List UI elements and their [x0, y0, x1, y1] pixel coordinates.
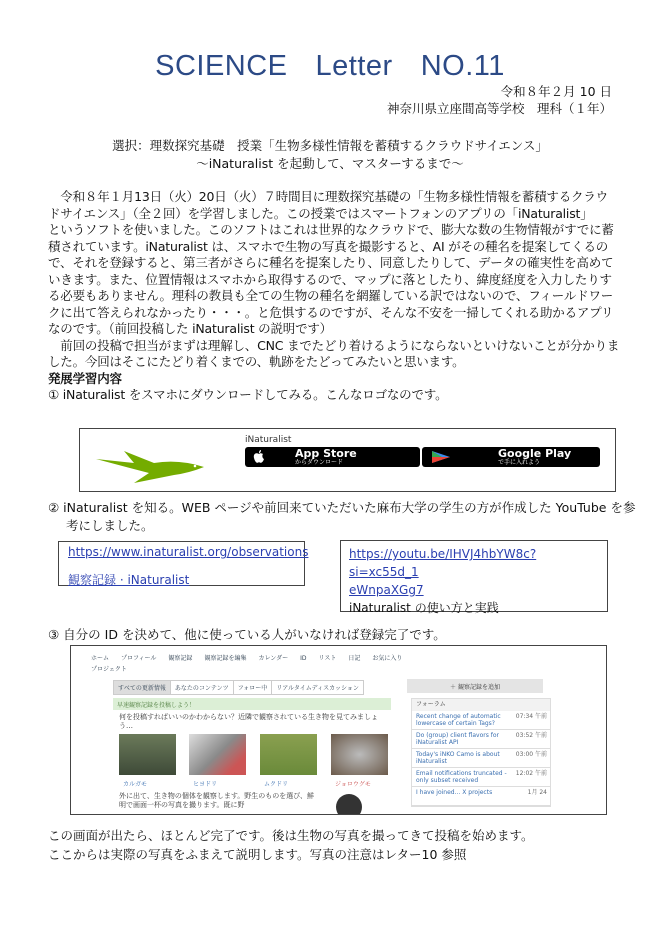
species-caption: ジョロウグモ	[335, 781, 371, 788]
issue-date: 令和８年２月 10 日	[500, 84, 612, 99]
body-line: というソフトを使いました。このソフトはこれは世界的なクラウドで、膨大な数の生物情報がすでに蓄	[48, 222, 614, 237]
school-name: 神奈川県立座間高等学校 理科（１年）	[386, 101, 612, 116]
nav-observations: 観察記録	[168, 655, 193, 662]
tab-yours: あなたのコンテンツ	[170, 680, 234, 695]
tab-discussion: リアルタイムディスカッション	[271, 680, 364, 695]
nav-edit: 観察記録を編集	[204, 655, 247, 662]
lesson-subtitle: ～iNaturalist を起動して、マスターするまで～	[196, 156, 464, 171]
forum-item: Today's iNKO Camo is about iNaturalist 03:00 午前	[412, 749, 550, 768]
app-download-box	[79, 428, 616, 492]
forum-item: Email notifications truncated - only subset received 12:02 午前	[412, 768, 550, 787]
lesson-title: 選択：理数探究基礎 授業「生物多様性情報を蓄積するクラウドサイエンス」	[112, 138, 548, 153]
body-line: る必要もありません。理科の教員も全ての生物の種名を網羅している訳ではないので、フィールドワー	[48, 288, 614, 303]
screenshot-question: 何を投稿すればいいのかわからない？近隣で観察されている生き物を見てみましょう…	[119, 713, 378, 730]
forum-item: Do (group) client flavors for iNaturalist API 03:52 午前	[412, 730, 550, 749]
closing-text	[48, 826, 534, 864]
youtube-caption: iNaturalist の使い方と実践	[349, 601, 499, 615]
forum-title: フォーラム	[412, 699, 550, 711]
tab-following: フォロー中	[233, 680, 273, 695]
body-line: 令和８年１月13日（火）20日（火）７時間目に理数探究基礎の「生物多様性情報を蓄積するクラウ	[48, 189, 608, 204]
nav-home: ホーム	[91, 655, 110, 662]
step-3: ③ 自分の ID を決めて、他に使っている人がいなければ登録完了です。	[48, 627, 446, 642]
body-line: 積されています。iNaturalist は、スマホで生物の写真を撮影すると、AI がその種名を提案してくるの	[48, 238, 609, 254]
nav-projects: プロジェクト	[91, 666, 127, 673]
species-photo	[260, 734, 317, 775]
nav-favorites: お気に入り	[372, 655, 403, 662]
species-caption: カルガモ	[123, 781, 148, 788]
forum-item: I have joined... X projects 1月 24	[412, 787, 550, 806]
body-line: クに出て答えられなかったり・・・。と危惧するのですが、そんな不安を一掃してくれる助かるアプリ	[48, 304, 614, 320]
google-play-button[interactable]: Google Play で手に入れよう	[422, 447, 600, 467]
nav-id: ID	[300, 655, 307, 662]
species-photo	[189, 734, 246, 775]
step-2-line: ② iNaturalist を知る。WEB ページや前回来ていただいた麻布大学の学生の方が作成した YouTube を参	[48, 500, 636, 515]
screenshot-banner: 早速観察記録を投稿しよう！	[113, 698, 391, 710]
website-link-box	[58, 541, 309, 587]
species-caption: ムクドリ	[264, 781, 289, 788]
tab-all: すべての更新情報	[113, 680, 171, 695]
species-photo	[331, 734, 388, 775]
nav-journal: 日記	[348, 655, 361, 662]
body-line: いきます。また、位置情報はスマホから取得するので、マップに落としたり、緯度経度を入力したりす	[48, 271, 612, 287]
app-store-button[interactable]: App Store からダウンロード	[245, 447, 420, 467]
inaturalist-url-link[interactable]: https://www.inaturalist.org/observations	[68, 545, 309, 559]
body-line: で、それを登録すると、第三者がさらに種名を提案したり、同意したりして、データの確実性を高めて	[48, 255, 614, 270]
species-caption: ヒヨドリ	[193, 781, 218, 788]
nav-profile: プロフィール	[121, 655, 157, 662]
inaturalist-bird-logo	[94, 449, 214, 485]
forum-panel	[411, 698, 551, 807]
inaturalist-dashboard-screenshot	[70, 645, 607, 815]
page-title: SCIENCE Letter NO.11	[155, 50, 505, 82]
screenshot-nav	[91, 653, 591, 675]
google-play-icon	[430, 450, 452, 464]
body-line: ドサイエンス」（全２回）を学習しました。この授業ではスマートフォンのアプリの「iNaturalist」	[48, 205, 593, 221]
species-photo	[119, 734, 176, 775]
step-2	[48, 499, 635, 535]
add-observation-button: ＋ 観察記録を追加	[407, 679, 543, 693]
nav-lists: リスト	[318, 655, 337, 662]
youtube-link[interactable]: https://youtu.be/IHVJ4hbYW8c?si=xc55d_1 eWnpaXGg7	[349, 547, 537, 597]
screenshot-instructions: 外に出て、生き物の個体を観察します。野生のものを選び、鮮明で画面一杯の写真を撮ります。既に野	[119, 792, 315, 809]
forum-item: Recent change of automatic lowercase of certain Tags? 07:34 午前	[412, 711, 550, 730]
section-heading: 発展学習内容	[48, 370, 122, 386]
step-1: ① iNaturalist をスマホにダウンロードしてみる。こんなロゴなのです。	[48, 387, 448, 402]
body-line: 前回の投稿で担当がまずは理解し、CNC までたどり着けるようにならないといけないことが分かりま	[48, 337, 620, 353]
step-2-line: 考にしました。	[66, 518, 154, 533]
observations-link[interactable]: 観察記録 · iNaturalist	[68, 573, 190, 587]
body-line: なのです。（前回投稿した iNaturalist の説明です）	[48, 321, 332, 336]
screenshot-tabs	[113, 680, 363, 695]
species-photos	[119, 734, 389, 789]
body-line: した。今回はそこにたどり着くまでの、軌跡をたどってみたいと思います。	[48, 354, 465, 369]
closing-line: ここからは実際の写真をふまえて説明します。写真の注意はレター10 参照	[48, 847, 467, 862]
brand-label: iNaturalist	[245, 435, 292, 445]
apple-icon	[253, 450, 265, 464]
nav-calendar: カレンダー	[258, 655, 289, 662]
body-text	[48, 189, 618, 404]
closing-line: この画面が出たら、ほとんど完了です。後は生物の写真を撮ってきて投稿を始めます。	[48, 828, 534, 843]
illustration-person	[336, 794, 362, 815]
youtube-link-box	[340, 540, 608, 615]
